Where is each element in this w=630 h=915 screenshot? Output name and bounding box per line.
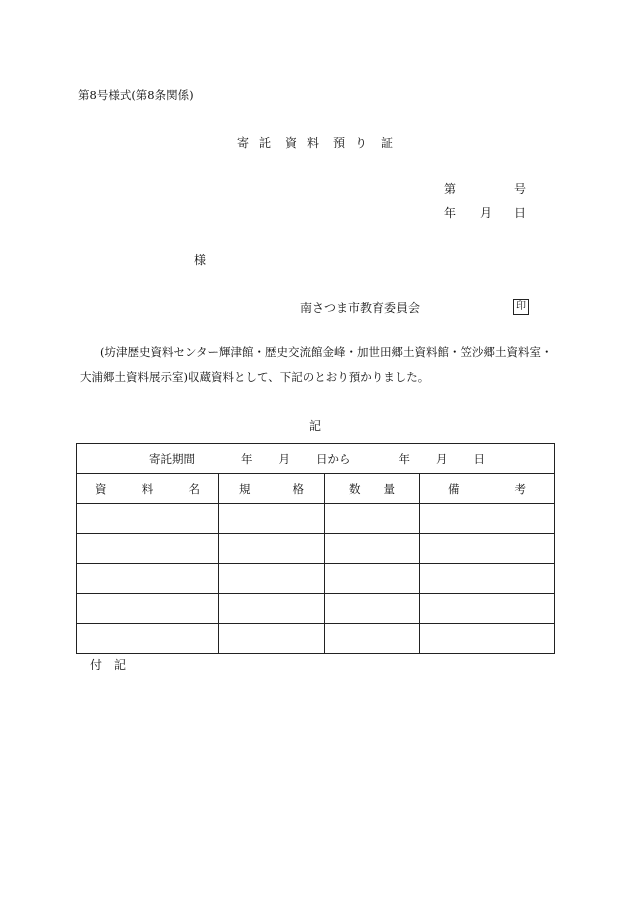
period-from-month: 月 — [278, 451, 290, 466]
cell-quantity[interactable] — [325, 624, 420, 654]
period-label: 寄託期間 — [149, 451, 195, 466]
title-char: 寄 — [236, 136, 249, 150]
issuer-name: 南さつま市教育委員会 — [300, 301, 421, 315]
cell-item-name[interactable] — [77, 624, 219, 654]
cell-spec[interactable] — [219, 594, 325, 624]
title-char: 託 — [258, 136, 271, 150]
cell-quantity[interactable] — [325, 564, 420, 594]
document-title — [0, 137, 630, 149]
header-char: 資 — [95, 481, 107, 496]
date-month-label: 月 — [480, 206, 493, 220]
seal-mark: 印 — [513, 299, 529, 315]
table-row — [77, 504, 555, 534]
title-char: り — [355, 136, 368, 150]
date-year-label: 年 — [444, 206, 457, 220]
header-char: 名 — [188, 481, 200, 496]
cell-item-name[interactable] — [77, 594, 219, 624]
header-remarks — [420, 474, 555, 504]
period-cell — [77, 444, 555, 474]
table-row — [77, 564, 555, 594]
cell-spec[interactable] — [219, 624, 325, 654]
number-dai-label: 第 — [444, 182, 457, 196]
form-number: 第8号様式(第8条関係) — [78, 88, 194, 102]
cell-remarks[interactable] — [420, 594, 555, 624]
deposit-table — [76, 443, 555, 654]
header-char: 規 — [239, 481, 251, 496]
cell-spec[interactable] — [219, 564, 325, 594]
header-char: 格 — [292, 481, 304, 496]
header-spec — [219, 474, 325, 504]
title-char: 預 — [333, 136, 346, 150]
cell-spec[interactable] — [219, 534, 325, 564]
header-char: 考 — [514, 481, 526, 496]
cell-remarks[interactable] — [420, 504, 555, 534]
cell-remarks[interactable] — [420, 624, 555, 654]
period-to-month: 月 — [436, 451, 448, 466]
header-row — [77, 474, 555, 504]
table-row — [77, 594, 555, 624]
cell-item-name[interactable] — [77, 534, 219, 564]
table-row — [77, 534, 555, 564]
title-char: 料 — [306, 136, 319, 150]
body-text-line1: (坊津歴史資料センター輝津館・歴史交流館金峰・加世田郷土資料館・笠沙郷土資料室・ — [100, 345, 553, 359]
cell-remarks[interactable] — [420, 564, 555, 594]
header-char: 料 — [141, 481, 154, 496]
body-text-line2: 大浦郷土資料展示室)収蔵資料として、下記のとおり預かりました。 — [80, 370, 430, 384]
header-quantity — [325, 474, 420, 504]
period-row — [77, 444, 555, 474]
addressee-honorific: 様 — [194, 253, 207, 267]
supplementary-note-label: 付 記 — [90, 658, 127, 672]
date-day-label: 日 — [514, 206, 527, 220]
header-char: 数 — [349, 481, 361, 496]
ki-heading: 記 — [308, 419, 321, 433]
table-row — [77, 624, 555, 654]
header-item-name — [77, 474, 219, 504]
period-from-year: 年 — [241, 451, 253, 466]
period-to-year: 年 — [398, 451, 410, 466]
cell-item-name[interactable] — [77, 504, 219, 534]
header-char: 量 — [383, 481, 395, 496]
cell-quantity[interactable] — [325, 534, 420, 564]
title-char: 証 — [381, 136, 394, 150]
number-go-label: 号 — [514, 182, 527, 196]
cell-quantity[interactable] — [325, 504, 420, 534]
cell-quantity[interactable] — [325, 594, 420, 624]
header-char: 備 — [448, 481, 460, 496]
cell-spec[interactable] — [219, 504, 325, 534]
period-from-day: 日から — [316, 451, 351, 466]
cell-remarks[interactable] — [420, 534, 555, 564]
title-char: 資 — [284, 136, 297, 150]
cell-item-name[interactable] — [77, 564, 219, 594]
period-to-day: 日 — [473, 451, 485, 466]
